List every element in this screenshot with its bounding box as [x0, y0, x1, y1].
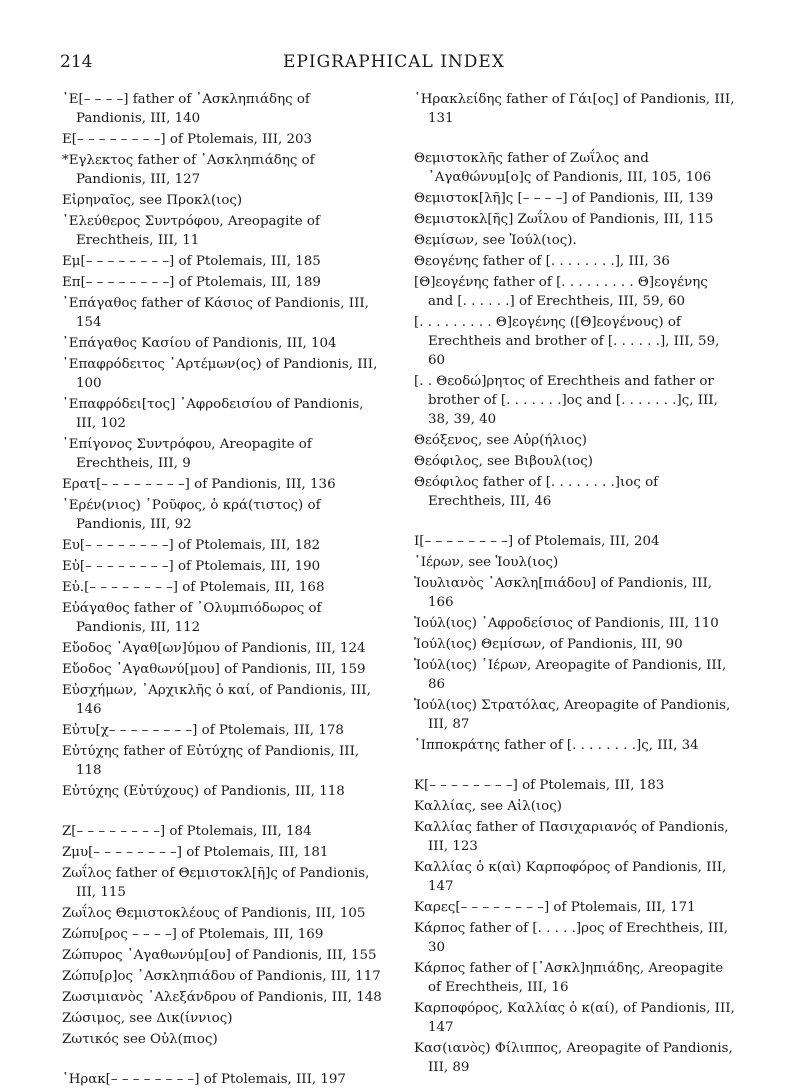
index-entry: ᾽Επάγαθος father of Κάσιος of Pandionis, III, 154 [62, 296, 369, 330]
index-entry: ᾽Ερέν(νιος) ῾Ροῦφος, ὁ κρά(τιστος) of Pandionis, III, 92 [62, 498, 321, 532]
index-entry: Κάρπος father of [᾽Ασκλ]ηπιάδης, Areopagite of Erechtheis, III, 16 [414, 961, 724, 995]
index-entry: Ζώσιμος, see Δικ(ίννιος) [62, 1011, 233, 1026]
index-entry: Θεμίσων, see Ἰούλ(ιος). [414, 233, 577, 248]
index-entry: ᾽Επάγαθος Κασίου of Pandionis, III, 104 [62, 336, 337, 351]
index-entry: ῾Ηρακλείδης father of Γάι[ος] of Pandionis, III, 131 [414, 92, 735, 126]
index-entry: [. . Θεοδώ]ρητος of Erechtheis and father or brother of [. . . . . . .]ος and [. . . . . . .]ς, III, 38, 39, 40 [414, 374, 718, 427]
index-entry: Εὐτύχης (Εὐτύχους) of Pandionis, III, 118 [62, 784, 345, 799]
index-entry: Ἰούλ(ιος) ᾽Αφροδείσιος of Pandionis, III, 110 [414, 616, 719, 631]
running-title: EPIGRAPHICAL INDEX [283, 52, 505, 72]
index-entry: Ευ[– – – – – – – –] of Ptolemais, III, 182 [62, 538, 321, 553]
index-entry: Ι[– – – – – – – –] of Ptolemais, III, 204 [414, 534, 660, 549]
index-entry: [Θ]εογένης father of [. . . . . . . . . Θ]εογένης and [. . . . . .] of Erechtheis, III, 59, 60 [414, 275, 708, 309]
index-entry: Εὐ[– – – – – – – –] of Ptolemais, III, 190 [62, 559, 321, 574]
index-entry: Εὐ.[– – – – – – – –] of Ptolemais, III, 168 [62, 580, 325, 595]
index-entry: ᾽Ε[– – – –] father of ᾽Ασκληπιάδης of Pandionis, III, 140 [62, 92, 310, 126]
index-entry: ᾽Επαφρόδειτος ᾽Αρτέμων(ος) of Pandionis, III, 100 [62, 357, 378, 391]
index-entry: Ε[– – – – – – – –] of Ptolemais, III, 203 [62, 132, 313, 147]
index-entry: Εὔοδος ᾽Αγαθωνύ[μου] of Pandionis, III, 159 [62, 662, 366, 677]
section-gap [414, 757, 736, 776]
index-entry: Εὐτύχης father of Εὐτύχης of Pandionis, III, 118 [62, 744, 360, 778]
right-column [414, 90, 736, 1079]
index-entry: Ἰούλ(ιος) ῾Ιέρων, Areopagite of Pandionis, III, 86 [414, 658, 727, 692]
index-entry: ῾Ιπποκράτης father of [. . . . . . . .]ς, III, 34 [414, 738, 699, 753]
index-entry: Ζωΐλος Θεμιστοκλέους of Pandionis, III, 105 [62, 906, 366, 921]
section-gap [414, 513, 736, 532]
index-entry: Εμ[– – – – – – – –] of Ptolemais, III, 185 [62, 254, 321, 269]
index-entry: Εἰρηναῖος, see Προκλ(ιος) [62, 193, 243, 208]
index-entry: Καρποφόρος, Καλλίας ὁ κ(αί), of Pandionis, III, 147 [414, 1001, 735, 1035]
index-entry: Καλλίας father of Πασιχαριανός of Pandionis, III, 123 [414, 820, 729, 854]
index-entry: Κ[– – – – – – – –] of Ptolemais, III, 183 [414, 778, 665, 793]
index-entry: ῾Ιέρων, see Ἰουλ(ιος) [414, 555, 559, 570]
index-entry: Ζώπυ[ρος – – – –] of Ptolemais, III, 169 [62, 927, 324, 942]
index-entry: [. . . . . . . . . Θ]εογένης ([Θ]εογένους) of Erechtheis and brother of [. . . . . .], III, 59, 60 [414, 315, 720, 368]
index-entry: ᾽Επαφρόδει[τος] ᾽Αφροδεισίου of Pandionis, III, 102 [62, 397, 364, 431]
index-entry: Θεόφιλος father of [. . . . . . . .]ιος of Erechtheis, III, 46 [414, 475, 659, 509]
index-entry: *Εγλεκτος father of ᾽Ασκληπιάδης of Pandionis, III, 127 [62, 153, 315, 187]
index-entry: Θεόξενος, see Αὐρ(ήλιος) [414, 433, 587, 448]
index-entry: Ζ[– – – – – – – –] of Ptolemais, III, 184 [62, 824, 312, 839]
index-entry: Καλλίας ὁ κ(αὶ) Καρποφόρος of Pandionis, III, 147 [414, 860, 727, 894]
index-entry: Κασ(ιανὸς) Φίλιππος, Areopagite of Pandionis, III, 89 [414, 1041, 733, 1075]
index-entry: Ερατ[– – – – – – – –] of Pandionis, III, 136 [62, 477, 336, 492]
index-entry: Ζώπυρος ᾽Αγαθωνύμ[ου] of Pandionis, III, 155 [62, 948, 377, 963]
index-entry: Επ[– – – – – – – –] of Ptolemais, III, 189 [62, 275, 321, 290]
index-entry: Καλλίας, see Αἰλ(ιος) [414, 799, 562, 814]
page-number: 214 [60, 52, 93, 72]
index-entry: Ζμυ[– – – – – – – –] of Ptolemais, III, 181 [62, 845, 329, 860]
index-entry: ᾽Ελεύθερος Συντρόφου, Areopagite of Erechtheis, III, 11 [62, 214, 320, 248]
index-entry: Εὐτυ[χ– – – – – – – –] of Ptolemais, III, 178 [62, 723, 344, 738]
index-entry: Ἰούλ(ιος) Στρατόλας, Areopagite of Pandionis, III, 87 [414, 698, 731, 732]
index-entry: Εὔοδος ᾽Αγαθ[ων]ύμου of Pandionis, III, 124 [62, 641, 366, 656]
index-entry: Ζωΐλος father of Θεμιστοκλ[ῆ]ς of Pandionis, III, 115 [62, 866, 370, 900]
index-entry: Ἰουλιανὸς ᾽Ασκλη[πιάδου] of Pandionis, III, 166 [414, 576, 712, 610]
section-gap [62, 1051, 384, 1070]
index-entry: Ζώπυ[ρ]ος ᾽Ασκληπιάδου of Pandionis, III, 117 [62, 969, 381, 984]
index-entry: Ζωτικός see Οὐλ(πιος) [62, 1032, 218, 1047]
index-entry: Κάρπος father of [. . . . .]ρος of Erechtheis, III, 30 [414, 921, 729, 955]
index-entry: Καρες[– – – – – – – –] of Ptolemais, III, 171 [414, 900, 696, 915]
index-entry: Ζωσιμιανὸς ᾽Αλεξάνδρου of Pandionis, III, 148 [62, 990, 382, 1005]
index-entry: Ἰούλ(ιος) Θεμίσων, of Pandionis, III, 90 [414, 637, 683, 652]
index-entry: Θεμιστοκλῆς father of Ζωΐλος and ᾽Αγαθώνυμ[ο]ς of Pandionis, III, 105, 106 [414, 151, 712, 185]
index-entry: ῾Ηρακ[– – – – – – – –] of Ptolemais, III, 197 [62, 1072, 346, 1087]
section-gap [62, 803, 384, 822]
index-entry: Θεμιστοκ[λῆ]ς [– – – –] of Pandionis, III, 139 [414, 191, 714, 206]
index-entry: ᾽Επίγονος Συντρόφου, Areopagite of Erechtheis, III, 9 [62, 437, 312, 471]
index-entry: Θεόφιλος, see Βιβουλ(ιος) [414, 454, 593, 469]
index-entry: Θεογένης father of [. . . . . . . .], III, 36 [414, 254, 670, 269]
index-entry: Εὐσχήμων, ᾽Αρχικλῆς ὁ καί, of Pandionis, III, 146 [62, 683, 371, 717]
index-entry: Εὐάγαθος father of ᾽Ολυμπιόδωρος of Pandionis, III, 112 [62, 601, 322, 635]
index-entry: Θεμιστοκλ[ῆς] Ζωΐλου of Pandionis, III, 115 [414, 212, 714, 227]
left-column [62, 90, 384, 1091]
page-header [60, 52, 728, 76]
section-gap [414, 130, 736, 149]
